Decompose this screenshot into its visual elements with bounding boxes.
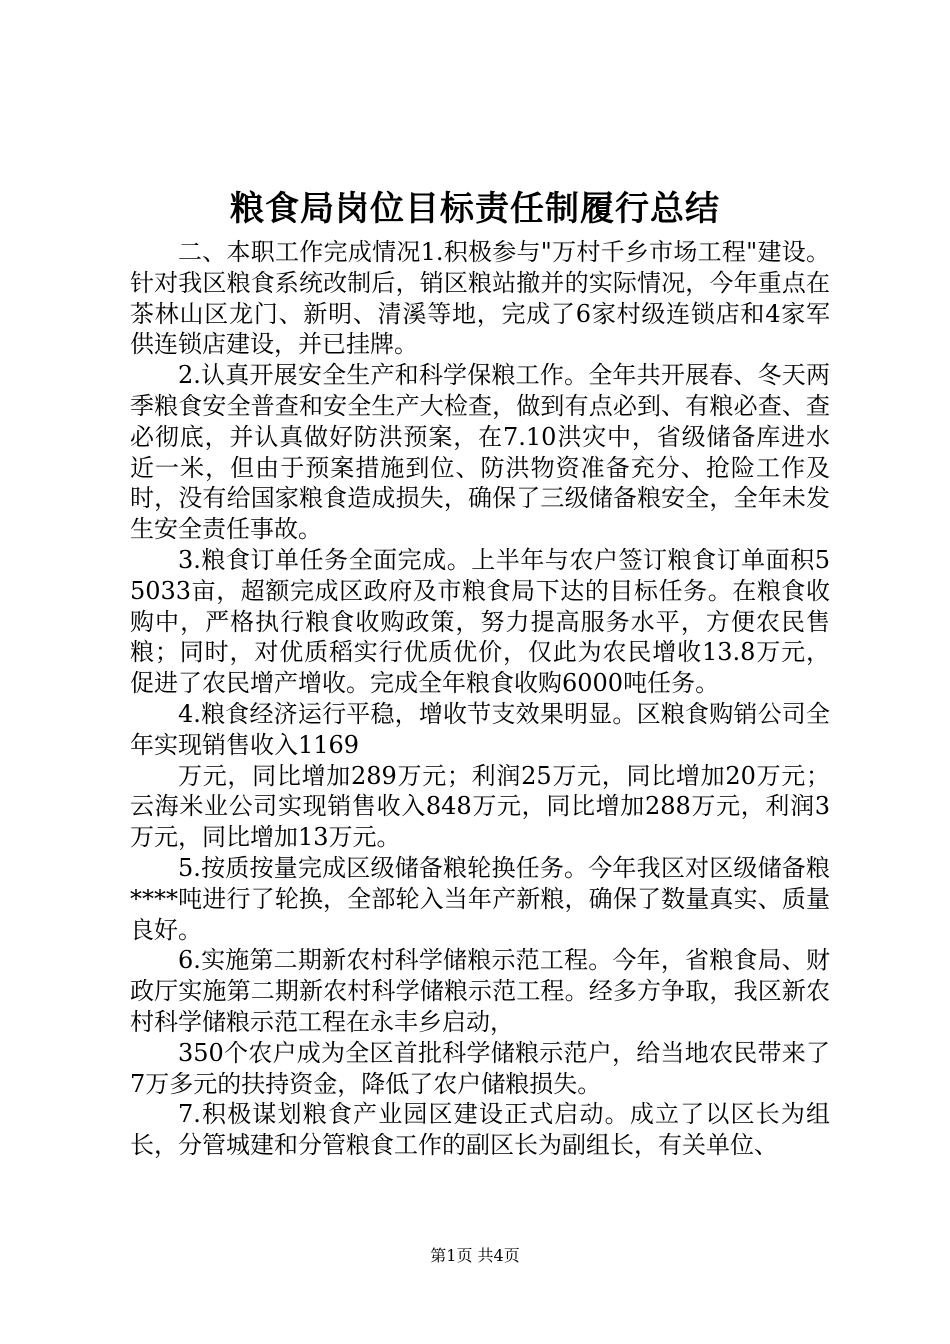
- paragraph: 3.粮食订单任务全面完成。上半年与农户签订粮食订单面积55033亩，超额完成区政府及市粮食局下达的目标任务。在粮食收购中，严格执行粮食收购政策，努力提高服务水平，方便农民售粮；同时，对优质稻实行优质优价，仅此为农民增收13.8万元，促进了农民增产增收。完成全年粮食收购6000吨任务。: [130, 545, 830, 698]
- document-body: [130, 237, 830, 1161]
- paragraph: 二、本职工作完成情况1.积极参与"万村千乡市场工程"建设。针对我区粮食系统改制后，销区粮站撤并的实际情况，今年重点在茶林山区龙门、新明、清溪等地，完成了6家村级连锁店和4家军供连锁店建设，并已挂牌。: [130, 238, 830, 359]
- paragraph: 2.认真开展安全生产和科学保粮工作。全年共开展春、冬天两季粮食安全普查和安全生产大检查，做到有点必到、有粮必查、查必彻底，并认真做好防洪预案，在7.10洪灾中，省级储备库进水近一米，但由于预案措施到位、防洪物资准备充分、抢险工作及时，没有给国家粮食造成损失，确保了三级储备粮安全，全年未发生安全责任事故。: [130, 361, 830, 544]
- document-title: 粮食局岗位目标责任制履行总结: [230, 189, 720, 229]
- paragraph: 4.粮食经济运行平稳，增收节支效果明显。区粮食购销公司全年实现销售收入1169: [130, 699, 830, 759]
- paragraph: 5.按质按量完成区级储备粮轮换任务。今年我区对区级储备粮****吨进行了轮换，全部轮入当年产新粮，确保了数量真实、质量良好。: [130, 853, 830, 944]
- paragraph: 6.实施第二期新农村科学储粮示范工程。今年，省粮食局、财政厅实施第二期新农村科学储粮示范工程。经多方争取，我区新农村科学储粮示范工程在永丰乡启动，: [130, 946, 830, 1036]
- paragraph: 350个农户成为全区首批科学储粮示范户，给当地农民带来了7万多元的扶持资金，降低了农户储粮损失。: [130, 1038, 830, 1098]
- page-footer: [0, 1244, 950, 1268]
- page-number: 第1页 共4页: [430, 1246, 520, 1265]
- paragraph: 7.积极谋划粮食产业园区建设正式启动。成立了以区长为组长，分管城建和分管粮食工作的副区长为副组长，有关单位、: [130, 1100, 830, 1160]
- paragraph: 万元，同比增加289万元；利润25万元，同比增加20万元；云海米业公司实现销售收入848万元，同比增加288万元，利润3万元，同比增加13万元。: [130, 761, 830, 852]
